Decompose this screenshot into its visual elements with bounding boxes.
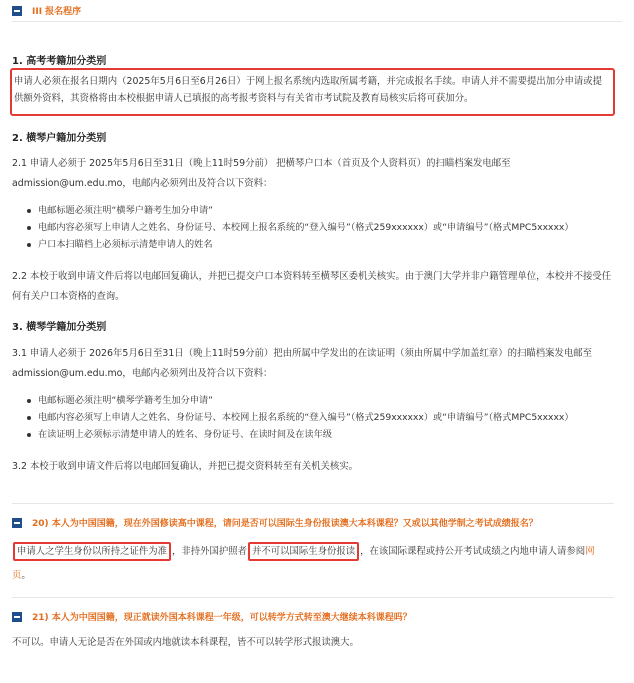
list-item: 电邮标题必须注明“横琴户籍考生加分申请” (38, 202, 574, 219)
collapse-icon[interactable] (12, 518, 22, 528)
faq-21-header[interactable] (12, 610, 412, 623)
heading-hengqin-household: 2. 横琴户籍加分类别 (12, 133, 107, 144)
faq-21-answer: 不可以。申请人无论是否在外国或内地就读本科课程，皆不可以转学形式报读澳大。 (12, 637, 359, 648)
faq-20-question[interactable]: 20) 本人为中国国籍，现在外国修读高中课程，请问是否可以国际生身份报读澳大本科课程？又或以其他学制之考试成绩报名？ (32, 519, 538, 529)
list-item: 电邮内容必须写上申请人之姓名、身份证号、本校网上报名系统的“登入编号”（格式259xxxxxx）或“申请编号”（格式MPC5xxxxx） (38, 409, 574, 426)
heading-hengqin-student: 3. 横琴学籍加分类别 (12, 322, 107, 333)
list-item: 在读证明上必须标示清楚申请人的姓名、身份证号、在读时间及在读年级 (38, 426, 574, 443)
hengqin-student-p2: 3.2 本校于收到申请文件后将以电邮回复确认，并把已提交资料转至有关机关核实。 (12, 461, 359, 472)
highlight-identity: 申请人之学生身份以所持之证件为准 (13, 542, 171, 561)
hengqin-household-p1: 2.1 申请人必须于 2025年5月6日至31日（晚上11时59分前） 把横琴户口本（首页及个人资料页）的扫瞄档案发电邮至admission@um.edu.mo，电邮内必须列出及符合以下资料： (12, 158, 511, 189)
highlight-not-allowed: 并不可以国际生身份报读 (248, 542, 359, 561)
hengqin-household-p2: 2.2 本校于收到申请文件后将以电邮回复确认，并把已提交户口本资料转至横琴区委机关核实。由于澳门大学并非户籍管理单位，本校并不接受任何有关户口本资格的查询。 (12, 271, 612, 302)
hengqin-student-p1: 3.1 申请人必须于 2026年5月6日至31日（晚上11时59分前）把由所属中学发出的在读证明（须由所属中学加盖红章）的扫瞄档案发电邮至 admission@um.edu.mo，电邮内必须列出及符合以下资料： (12, 348, 592, 379)
collapse-icon[interactable] (12, 612, 22, 622)
faq-21-question[interactable]: 21) 本人为中国国籍，现正就读外国本科课程一年级，可以转学方式转至澳大继续本科课程吗？ (32, 613, 412, 623)
faq-20-header[interactable] (12, 516, 538, 529)
gaokao-paragraph: 申请人必须在报名日期内（2025年5月6日至6月26日）于网上报名系统内选取所属考籍，并完成报名手续。申请人并不需要提出加分申请或提供额外资料，其资格将由本校根据申请人已填报的高考报考资料与有关省市考试院及教育局核实后将可获加分。 (14, 76, 603, 104)
divider (12, 597, 614, 598)
hengqin-student-list (38, 392, 574, 443)
faq-20-answer: 申请人之学生身份以所持之证件为准 ，非持外国护照者 并不可以国际生身份报读 ，在该国际课程或持公开考试成绩之内地申请人请参阅网 页。 (12, 540, 612, 588)
list-item: 户口本扫瞄档上必须标示清楚申请人的姓名 (38, 236, 574, 253)
list-item: 电邮内容必须写上申请人之姓名、身份证号、本校网上报名系统的“登入编号”（格式259xxxxxx）或“申请编号”（格式MPC5xxxxx） (38, 219, 574, 236)
section-header[interactable] (12, 4, 81, 17)
list-item: 电邮标题必须注明“横琴学籍考生加分申请” (38, 392, 574, 409)
webpage-link[interactable]: 网 页 (12, 546, 595, 581)
collapse-icon[interactable] (12, 6, 22, 16)
divider (12, 503, 614, 504)
hengqin-household-list (38, 202, 574, 253)
divider (12, 21, 622, 22)
heading-gaokao: 1. 高考考籍加分类别 (12, 56, 107, 67)
section-title: III 报名程序 (32, 7, 82, 17)
